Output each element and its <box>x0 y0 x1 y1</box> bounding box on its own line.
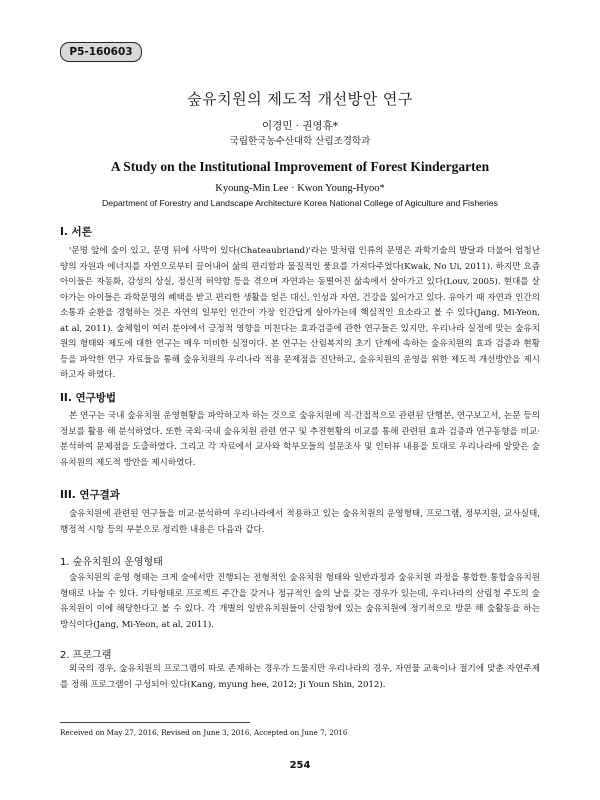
subsection-heading-operation: 1. 숲유치원의 운영형태 <box>60 557 163 568</box>
title-english: A Study on the Institutional Improvement of Forest Kindergarten <box>110 159 490 174</box>
authors-korean: 이경민 · 권영휴* <box>261 120 339 132</box>
affiliation-korean: 국립한국농수산대학 산림조경학과 <box>229 136 371 147</box>
operation-paragraph: 숲유치원의 운영 형태는 크게 숲에서만 진행되는 전형적인 숲유치원 형태와 일반과정과 숲유치원 과정을 통합한 통합숲유치원 형태로 나눌 수 있다. 기타형태로 프로젝트 주간을 갖거나 정규적인 숲의 날을 갖는 경우가 있는데, 우리나라의 산림청 주도의 숲유치원이 이에 해당한다고 볼 수 있다. 각 개별의 일반유치원들이 산림청에 있는 숲유치원에 정기적으로 방문 해 숲활동을 하는 방식이다(Jang, Mi-Yeon, at al, 2011). <box>60 573 540 630</box>
authors-english: Kyoung-Min Lee · Kwon Young-Hyoo* <box>215 183 385 194</box>
section-heading-method: II. 연구방법 <box>60 392 117 404</box>
footnote-rule <box>60 722 250 723</box>
section-heading-results: III. 연구결과 <box>60 489 120 501</box>
title-korean: 숲유치원의 제도적 개선방안 연구 <box>187 90 413 108</box>
intro-paragraph: '문명 앞에 숲이 있고, 문명 뒤에 사막이 있다(Chateaubriand)'라는 말처럼 인류의 문명은 과학기술의 발달과 더불어 엄청난 양의 자원과 에너지를 자연으로부터 끌어내어 삶의 편리함과 물질적인 풍요를 가져다주었다(Kwak, No Ui, 2011). 하지만 요즘 아이들은 자동화, 감성의 상실, 정신적 허약함 등을 겪으며 자연과는 동떨어진 삶속에서 살아가고 있다(Louv, 2005). 현대를 살아가는 아이들은 과학문명의 혜택을 받고 편리한 생활을 얻은 대신, 인성과 자연, 건강을 잃어가고 있다. 유아기 때 자연과 인간의 소통과 순환을 경험하는 것은 자연의 일부인 인간이 가장 인간답게 살아가는데 핵심적인 요소라고 볼 수 있다(Jang, Mi-Yeon, at al, 2011). 숲체험이 여러 분야에서 긍정적 영향을 미친다는 효과검증에 관한 연구들은 있지만, 우리나라 실정에 맞는 숲유치원의 형태와 제도에 대한 연구는 매우 미비한 실정이다. 본 연구는 산림복지의 초기 단계에 속하는 숲유치원의 효과 검증과 현황 등을 파악한 연구 자료들을 통해 숲유치원의 우리나라 적용 문제점을 진단하고, 숲유치원의 운영을 위한 제도적 개선방안을 제시하고자 하였다. <box>60 246 540 380</box>
footnote-received-dates: Received on May 27, 2016, Revised on June 3, 2016, Accepted on June 7, 2016 <box>60 728 348 737</box>
paper-id-badge: P5-160603 <box>60 42 142 62</box>
method-paragraph: 본 연구는 국내 숲유치원 운영현황을 파악하고자 하는 것으로 숲유치원에 직·간접적으로 관련된 단행본, 연구보고서, 논문 등의 정보를 활용 해 분석하였다. 또한 국외·국내 숲유치원 관련 연구 및 추진현황의 비교를 통해 관련된 효과 검증과 연구동향을 비교·분석하여 문제점을 도출하였다. 그리고 각 자료에서 교사와 학부모들의 설문조사 및 인터뷰 내용을 토대로 우리나라에 알맞은 숲유치원의 제도적 방안을 제시하였다. <box>60 411 540 468</box>
program-paragraph: 외국의 경우, 숲유치원의 프로그램이 따로 존재하는 경우가 드물지만 우리나라의 경우, 자연물 교육이나 절기에 맞춘 자연주제를 정해 프로그램이 구성되어 있다(Kang, myung hee, 2012; Ji Youn Shin, 2012). <box>60 664 540 690</box>
results-paragraph: 숲유치원에 관련된 연구들을 비교·분석하여 우리나라에서 적용하고 있는 숲유치원의 운영형태, 프로그램, 정부지원, 교사실태, 행정적 시항 등의 부분으로 정리한 내용은 다음과 같다. <box>60 509 540 535</box>
section-heading-intro: I. 서론 <box>60 226 92 238</box>
page-number: 254 <box>289 760 311 771</box>
affiliation-english: Department of Forestry and Landscape Architecture Korea National College of Agiculture and Fisheries <box>102 198 498 208</box>
subsection-heading-program: 2. 프로그램 <box>60 650 112 661</box>
